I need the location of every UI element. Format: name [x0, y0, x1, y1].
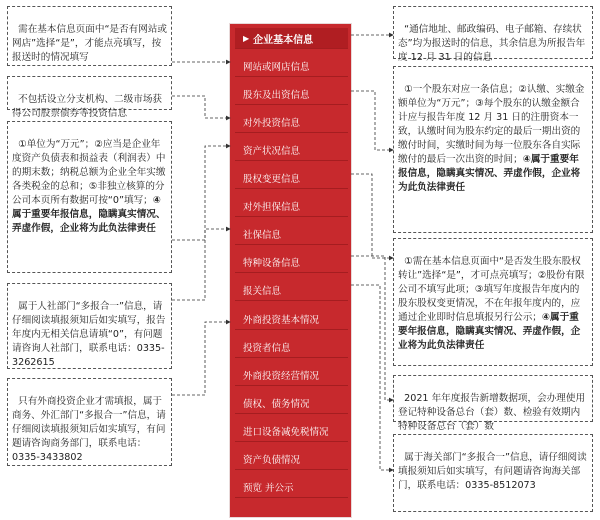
note-asset-info [7, 121, 172, 273]
arrow-foreign [172, 322, 230, 395]
note-text: 只有外商投资企业才需填报，属于商务、外汇部门“多报合一”信息，请仔细阅读填报须知后如实填写，有问题请咨询商务部门，联系电话：0335-3433802 [12, 396, 166, 463]
menu-item[interactable] [235, 309, 348, 330]
menu-item[interactable] [235, 140, 348, 161]
note-text: ①需在基本信息页面中“是否发生股东股权转让”选择“是”，才可点亮填写；②股份有限公司不填写此项；③填写年度报告年度内的股东股权变更情况，不在年报年度内的，应通过企业即时信息填报另行公示； [398, 256, 585, 323]
menu-item-label: 对外担保信息 [243, 202, 301, 213]
arrow-shareholder [351, 91, 393, 150]
menu-item[interactable] [235, 252, 348, 273]
menu-item-label: 网站或网店信息 [243, 62, 310, 73]
note-text: 2021 年年度报告新增数据项，会办理使用登记特种设备总台（套）数、检验有效期内特种设备总台（套）数 [398, 393, 586, 432]
note-text: ①一个股东对应一条信息；②认缴、实缴金额单位为“万元”；③每个股东的认缴金额合计应与报告年度 12 月 31 日的注册资本一致，认缴时间为股东约定的最后一期出资的缴付时间，实缴时间为每一位股东各自实际缴付的最后一次出资的时间； [398, 84, 585, 165]
menu-item-label: 股东及出资信息 [243, 90, 310, 101]
menu-item[interactable] [235, 421, 348, 442]
note-bold-text: ④属于重要年报信息，隐瞒真实情况、弄虚作假，企业将为此负法律责任 [398, 312, 581, 351]
menu-item-label: 外商投资基本情况 [243, 315, 320, 326]
note-text: 不包括设立分支机构、二级市场获得公司股票债券等投资信息 [12, 94, 163, 119]
note-social-insurance [7, 283, 172, 369]
note-shareholder-info [393, 66, 593, 233]
menu-item[interactable] [235, 28, 348, 49]
menu-item-label: 外商投资经营情况 [243, 371, 320, 382]
arrow-social [172, 229, 230, 300]
menu-item-label: 报关信息 [243, 286, 282, 297]
note-website-info [7, 6, 172, 66]
menu-item[interactable] [235, 112, 348, 133]
note-customs-info [393, 434, 593, 512]
note-text: “通信地址、邮政编码、电子邮箱、存续状态”均为报送时的信息，其余信息为所报告年度 12 月 31 日的信息 [398, 24, 586, 63]
note-basic-info [393, 6, 593, 63]
note-equity-change [393, 238, 593, 366]
menu-item[interactable] [235, 196, 348, 217]
menu-item-label: 预览 并公示 [243, 483, 294, 494]
note-text: 需在基本信息页面中“是否有网站或网店”选择“是”，才能点亮填写，按报送时的情况填写 [12, 24, 167, 63]
menu-item[interactable] [235, 56, 348, 77]
note-bold-text: ④属于重要年报信息，隐瞒真实情况、弄虚作假，企业将为此负法律责任 [398, 154, 581, 193]
note-text: 属于人社部门“多报合一”信息，请仔细阅读填报须知后如实填写，报告年度内无相关信息请填“0”，有问题请咨询人社部门，联系电话：0335-3262615 [12, 301, 166, 368]
menu-item-label: 投资者信息 [243, 343, 291, 354]
menu-item-label: 进口设备减免税情况 [243, 427, 329, 438]
menu-item[interactable] [235, 449, 348, 470]
menu-item[interactable] [235, 224, 348, 245]
menu-item[interactable] [235, 168, 348, 189]
note-special-equipment [393, 375, 593, 432]
report-menu [229, 23, 352, 518]
menu-item-label: 对外投资信息 [243, 118, 301, 129]
active-arrow-icon: ▶ [243, 33, 250, 43]
menu-item-label: 特种设备信息 [243, 258, 301, 269]
arrow-asset [172, 146, 230, 240]
menu-item[interactable] [235, 393, 348, 414]
note-investment-info [7, 76, 172, 119]
menu-item-label: 债权、债务情况 [243, 399, 310, 410]
note-bold-text: ④属于重要年报信息，隐瞒真实情况、弄虚作假，企业将为此负法律责任 [12, 195, 166, 234]
menu-item-label: 资产状况信息 [243, 146, 301, 157]
menu-item-label: 资产负债情况 [243, 455, 301, 466]
note-text: 属于海关部门“多报合一”信息，请仔细阅读填报须知后如实填写，有问题请咨询海关部门，联系电话：0335-8512073 [398, 452, 587, 491]
menu-item[interactable] [235, 365, 348, 386]
menu-item[interactable] [235, 280, 348, 301]
arrow-customs [351, 285, 393, 470]
menu-item-label: 企业基本信息 [253, 34, 314, 46]
menu-item[interactable] [235, 337, 348, 358]
note-foreign-investment [7, 378, 172, 466]
menu-item[interactable] [235, 477, 348, 498]
menu-item-label: 社保信息 [243, 230, 282, 241]
menu-item[interactable] [235, 84, 348, 105]
note-text: ①单位为“万元”；②应当是企业年度资产负债表和损益表（利润表）中的期末数；纳税总额为企业全年实缴各类税金的总和；⑤非独立核算的分公司本页所有数据可按“0”填写； [12, 139, 166, 206]
arrow-investment [172, 96, 230, 118]
arrow-equity [351, 174, 393, 258]
arrow-special [351, 256, 393, 400]
menu-item-label: 股权变更信息 [243, 174, 301, 185]
